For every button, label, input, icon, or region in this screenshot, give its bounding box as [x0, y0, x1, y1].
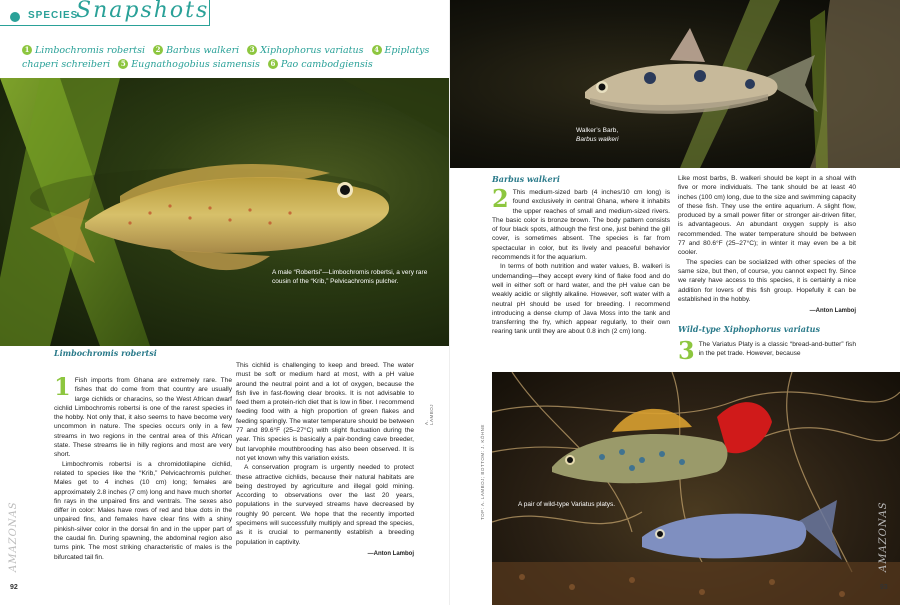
species-item: 1 Limbochromis robertsi	[22, 45, 145, 56]
header-species-label: SPECIES	[28, 10, 79, 21]
species-item: 6 Pao cambodgiensis	[268, 59, 373, 70]
paragraph: The Variatus Platy is a classic “bread-and-butter” fish in the pet trade. However, because	[698, 341, 856, 358]
left-column-2	[236, 361, 414, 559]
section-2-subhead: Barbus walkeri	[492, 174, 560, 184]
paragraph: This cichlid is challenging to keep and breed. The water must be soft or medium hard at most, with a pH value around the neutral point and a lot of oxygen, because the fish live in fast-flowing clear brooks. It is not advisable to feed them a protein-rich diet that is low in fiber. I recommend feeding food with a high proportion of green flakes and feeding sparingly. The water temperature should be between 77 and 89.6°F (25–27°C) with slight fluctuation during the year. This species is basically a pair-bonding cave breeder, but larvophile mouthbrooding has also been observed. It is not yet known why this variation exists.	[236, 362, 414, 462]
species-item: 2 Barbus walkeri	[153, 45, 239, 56]
species-item: 4 Epiplatys chaperi schreiberi	[22, 45, 430, 70]
paragraph: Fish imports from Ghana are extremely rare. The fishes that do come from that country are usually large cichlids or characins, so the West African dwarf cichlid Limbochromis robertsi is one of the rarest species in the hobby. Not only that, it also seems to have become very uncommon in nature. The species occurs only in a few streams in two regions in the central area of this African state. These streams lie in hilly regions and most are very short.	[54, 377, 232, 459]
cichlid-illustration	[0, 78, 449, 346]
paragraph: The species can be socialized with other species of the same size, but then, of course, you cannot expect fry. Since we rarely have access to this species, it is certainly a nice addition for lovers of this fish group. Hopefully it can be established in the hobby.	[678, 258, 856, 303]
header-dot-icon	[10, 12, 20, 22]
photo-credit: TOP: A. LAMBOJ; BOTTOM: J. KÖHNE	[480, 424, 485, 520]
amazonas-logo: AMAZONAS	[878, 501, 889, 572]
paragraph: In terms of both nutrition and water values, B. walkeri is undemanding—they accept every kind of flake food and do well in either soft or hard water, and the pH value can be weakly acidic or slightly alkaline. However, soft water with a neutral pH should be used for breeding. I recommend introducing a dense clump of Java Moss into the tank and transferring the fry, which appear regularly, to their own rearing tank until they are about 0.8 inch (2 cm) long.	[492, 263, 670, 336]
species-list	[22, 44, 442, 72]
section-3-number: 3	[678, 336, 695, 365]
platy-illustration	[492, 372, 900, 605]
caption-variatus: A pair of wild-type Variatus platys.	[518, 501, 616, 508]
photo-credit: A. LAMBOJ	[424, 403, 434, 425]
caption-limbochromis: A male “Robertsi”—Limbochromis robertsi, a very rare cousin of the “Krib,” Pelvicachromis pulcher.	[272, 269, 428, 285]
section-1-number: 1	[54, 372, 71, 401]
right-column-2b	[678, 336, 856, 365]
author-credit: —Anton Lamboj	[809, 308, 856, 315]
author-credit: —Anton Lamboj	[367, 550, 414, 557]
caption-barbus-walkeri: Walker’s Barb, Barbus walkeri	[576, 127, 619, 143]
paragraph: This medium-sized barb (4 inches/10 cm long) is found exclusively in central Ghana, where it inhabits the upper reaches of small and medium-sized rivers. The basic color is bronze brown. The body pattern consists of four black spots, although the first one, just behind the gill cover, is sometimes absent. The species is far from spectacular in color, but its lively and peaceful behavior recommends it for the aquarium.	[492, 189, 670, 262]
section-1-subhead: Limbochromis robertsi	[54, 348, 157, 358]
species-item: 3 Xiphophorus variatus	[247, 45, 363, 56]
section-3-subhead: Wild-type Xiphophorus variatus	[678, 324, 820, 334]
left-column-1	[54, 372, 232, 562]
right-page	[450, 0, 900, 605]
amazonas-logo: AMAZONAS	[8, 501, 19, 572]
photo-variatus-platys	[492, 372, 900, 605]
header-snapshots-title: Snapshots	[76, 0, 210, 23]
page-number: 92	[10, 584, 18, 591]
paragraph: A conservation program is urgently needed to protect these attractive cichlids, because their natural habitats are being destroyed by agriculture and illegal gold mining. According to observations over the last 20 years, populations in the surveyed streams have decreased by roughly 90 percent. We hope that the recently imported specimens will successfully multiply and spread the species, as it is crucial to permanently establish a breeding population in captivity.	[236, 464, 414, 546]
section-2-number: 2	[492, 184, 509, 213]
right-column-2	[678, 174, 856, 316]
species-item: 5 Eugnathogobius siamensis	[118, 59, 260, 70]
paragraph: Limbochromis robertsi is a chromidotilapine cichlid, related to species like the “Krib,” Pelvicachromis pulcher. Males get to 4 inches (10 cm) long; females are approximately 2.8 inches (7 cm) long and have much shorter fin rays in the unpaired fins and ventrals. The sexes also differ in color: Males have rows of red and blue dots in the unpaired fins, and females have clear fins with a shiny pinkish-silver color in the dorsal fin and in the upper part of the caudal fin. During spawning, the abdominal region also turns pink. The most striking characteristic of males is the bifurcated tail fin.	[54, 460, 232, 561]
paragraph: Like most barbs, B. walkeri should be kept in a shoal with five or more individuals. The tank should be at least 40 inches (100 cm) long, due to the size and swimming capacity of these fish. They use the entire aquarium. A slight flow, produced by a small power filter or stronger air-driven filter, is advantageous. An abundant oxygen supply is also recommended. The water temperature should be between 77 and 80.6°F (25–27°C); in winter it may even be a bit cooler.	[678, 175, 856, 257]
right-column-1	[492, 184, 670, 337]
photo-barbus-walkeri	[450, 0, 900, 168]
page-number: 93	[880, 584, 888, 591]
photo-limbochromis	[0, 78, 449, 346]
